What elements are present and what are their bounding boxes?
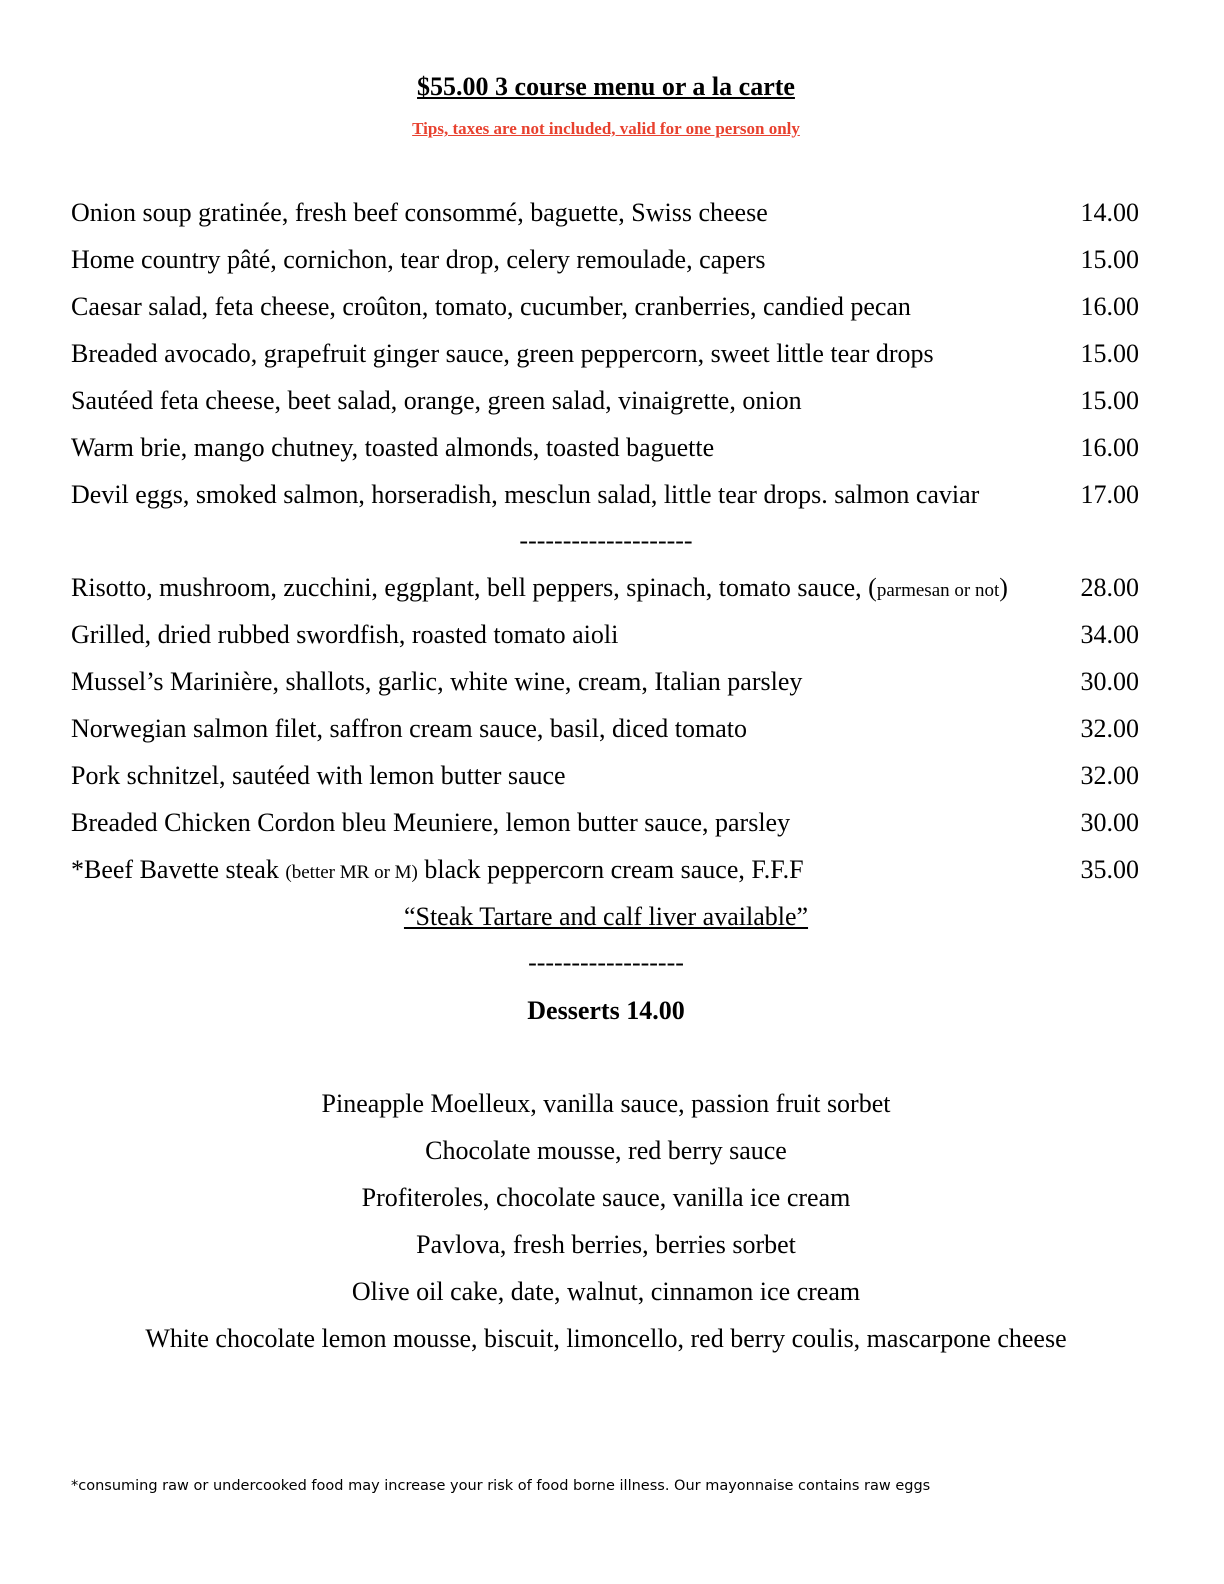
dessert-item: White chocolate lemon mousse, biscuit, limoncello, red berry coulis, mascarpone cheese — [145, 1324, 1067, 1353]
menu-item — [71, 806, 1139, 853]
menu-subtitle: Tips, taxes are not included, valid for one person only — [412, 119, 800, 138]
item-name-text: Risotto, mushroom, zucchini, eggplant, bell peppers, spinach, tomato sauce, ( — [71, 573, 877, 602]
item-name: Caesar salad, feta cheese, croûton, tomato, cucumber, cranberries, candied pecan — [71, 292, 911, 321]
item-price: 30.00 — [1080, 808, 1139, 837]
item-price: 17.00 — [1080, 480, 1139, 509]
item-name: Mussel’s Marinière, shallots, garlic, white wine, cream, Italian parsley — [71, 667, 803, 696]
menu-item — [71, 853, 1139, 900]
item-name — [71, 853, 804, 890]
section-divider: -------------------- — [519, 526, 693, 555]
item-note: (better MR or M) — [285, 862, 418, 883]
desserts-heading: Desserts 14.00 — [527, 996, 685, 1025]
item-price: 15.00 — [1080, 245, 1139, 274]
item-name: Warm brie, mango chutney, toasted almonds, toasted baguette — [71, 433, 715, 462]
section-divider: ------------------ — [528, 948, 684, 977]
special-note: “Steak Tartare and calf liver available” — [403, 902, 809, 931]
menu-item — [71, 196, 1139, 243]
menu-item — [71, 665, 1139, 712]
item-note: parmesan or not — [876, 580, 1000, 601]
item-price: 32.00 — [1080, 714, 1139, 743]
desserts-list — [0, 1087, 1212, 1369]
item-name: Onion soup gratinée, fresh beef consommé, baguette, Swiss cheese — [71, 198, 768, 227]
menu-item — [71, 618, 1139, 665]
item-price: 35.00 — [1080, 855, 1139, 884]
menu-title: $55.00 3 course menu or a la carte — [417, 72, 795, 101]
item-name-suffix: black peppercorn cream sauce, F.F.F — [417, 855, 804, 884]
item-name: Devil eggs, smoked salmon, horseradish, mesclun salad, little tear drops. salmon caviar — [71, 480, 980, 509]
menu-item — [71, 759, 1139, 806]
menu-item — [71, 337, 1139, 384]
item-name: Breaded Chicken Cordon bleu Meuniere, lemon butter sauce, parsley — [71, 808, 791, 837]
starters-list — [71, 196, 1139, 525]
item-price: 15.00 — [1080, 386, 1139, 415]
menu-item — [71, 243, 1139, 290]
item-price: 30.00 — [1080, 667, 1139, 696]
item-price: 32.00 — [1080, 761, 1139, 790]
item-name: Pork schnitzel, sautéed with lemon butter sauce — [71, 761, 566, 790]
menu-item — [71, 571, 1139, 618]
dessert-item: Chocolate mousse, red berry sauce — [425, 1136, 787, 1165]
dessert-item: Olive oil cake, date, walnut, cinnamon ice cream — [351, 1277, 861, 1306]
item-name-text: *Beef Bavette steak — [71, 855, 286, 884]
menu-item — [71, 384, 1139, 431]
item-name: Grilled, dried rubbed swordfish, roasted tomato aioli — [71, 620, 619, 649]
item-price: 28.00 — [1080, 573, 1139, 602]
dessert-item: Pineapple Moelleux, vanilla sauce, passion fruit sorbet — [321, 1089, 891, 1118]
dessert-item: Profiteroles, chocolate sauce, vanilla ice cream — [361, 1183, 851, 1212]
item-name: Breaded avocado, grapefruit ginger sauce, green peppercorn, sweet little tear drops — [71, 339, 934, 368]
item-price: 15.00 — [1080, 339, 1139, 368]
item-name: Norwegian salmon filet, saffron cream sauce, basil, diced tomato — [71, 714, 748, 743]
menu-item — [71, 431, 1139, 478]
item-name: Sautéed feta cheese, beet salad, orange, green salad, vinaigrette, onion — [71, 386, 802, 415]
menu-item — [71, 712, 1139, 759]
item-name — [71, 571, 1008, 608]
footnote: *consuming raw or undercooked food may increase your risk of food borne illness. Our mayonnaise contains raw eggs — [71, 1478, 931, 1494]
dessert-item: Pavlova, fresh berries, berries sorbet — [416, 1230, 796, 1259]
item-price: 16.00 — [1080, 292, 1139, 321]
menu-item — [71, 290, 1139, 337]
item-name-suffix: ) — [999, 573, 1008, 602]
item-price: 14.00 — [1080, 198, 1139, 227]
menu-item — [71, 478, 1139, 525]
item-name: Home country pâté, cornichon, tear drop, celery remoulade, capers — [71, 245, 766, 274]
item-price: 34.00 — [1080, 620, 1139, 649]
item-price: 16.00 — [1080, 433, 1139, 462]
mains-list — [71, 571, 1139, 900]
